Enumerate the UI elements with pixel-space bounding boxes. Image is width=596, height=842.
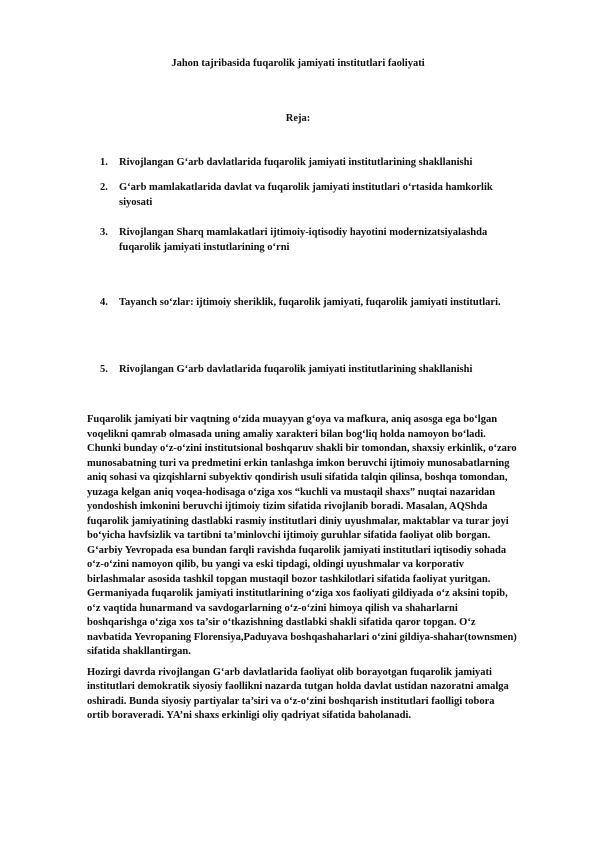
plan-item-5 <box>100 363 520 378</box>
paragraph-1: Fuqarolik jamiyati bir vaqtning o‘zida muayyan g‘oya va mafkura, aniq asosga ega bo‘lgan voqelikni qamrab olmasada uning amaliy xarakteri bilan bog‘liq holda namoyon bo‘ladi. Chunki bunday o‘z-o‘zini institutsional boshqaruv shakli bir tomondan, shaxsiy erkinlik, o‘zaro munosabatning turi va predmetini erkin tanlashga imkon beruvchi ijtimoiy munosabatlarning aniq sohasi va qizqishlarni subyektiv qondirish usuli sifatida talqin qilinsa, boshqa tomondan, yuzaga kelgan aniq voqea-hodisaga o‘ziga xos “kuchli va mustaqil shaxs” nuqtai nazaridan yondoshish imkonini beruvchi ijtimoiy tizim sifatida rivojlanib boradi. Masalan, AQShda fuqarolik jamiyatining dastlabki rasmiy institutlari diniy uyushmalar, maktablar va turar joyi bo‘yicha havfsizlik va tartibni ta’minlovchi ijtimoiy guruhlar sifatida faoliyat olib borgan. G‘arbiy Yevropada esa bundan farqli ravishda fuqarolik jamiyati institutlari iqtisodiy sohada o‘z-o‘zini namoyon qilib, bu yangi va eski tipdagi, oldingi uyushmalar va korporativ birlashmalar asosida tashkil topgan mustaqil bozor tashkilotlari sifatida faoliyat yuritgan. Germaniyada fuqarolik jamiyati institutlarining o‘ziga xos faoliyati gildiyada o‘z aksini topib, o‘z vaqtida hunarmand va savdogarlarning o‘z-o‘zini himoya qilish va shaharlarni boshqarishga o‘ziga xos ta’sir o‘tkazishning dastlabki shakli sifatida qaror topgan. O‘z navbatida Yevropaning Florensiya,Paduyava boshqashaharlari o‘zini gildiya-shahar(townsmen) sifatida shakllantirgan. <box>87 414 517 657</box>
plan-item-2 <box>100 181 520 210</box>
paragraph-2: Hozirgi davrda rivojlangan G‘arb davlatlarida faoliyat olib borayotgan fuqarolik jamiyati institutlari demokratik siyosiy faollikni nazarda tutgan holda davlat ustidan nazoratni amalga oshiradi. Bunda siyosiy partiyalar ta’siri va o‘z-o‘zini boshqarish institutlari faolligi tobora ortib boraveradi. YA’ni shaxs erkinligi oliy qadriyat sifatida baholanadi. <box>87 666 509 721</box>
plan-item-4 <box>100 296 520 311</box>
plan-item-text: Tayanch so‘zlar: ijtimoiy sheriklik, fuqarolik jamiyati, fuqarolik jamiyati institutlari. <box>119 297 501 308</box>
plan-item-number: 5. <box>100 364 108 375</box>
plan-item-1 <box>100 156 520 171</box>
plan-heading: Reja: <box>285 113 311 124</box>
plan-item-number: 1. <box>100 157 108 168</box>
plan-item-text: Rivojlangan G‘arb davlatlarida fuqarolik jamiyati institutlarining shakllanishi <box>119 157 473 168</box>
plan-item-number: 2. <box>100 182 108 193</box>
document-title: Jahon tajribasida fuqarolik jamiyati institutlari faoliyati <box>171 58 425 69</box>
plan-item-text: G‘arb mamlakatlarida davlat va fuqarolik jamiyati institutlari o‘rtasida hamkorlik siyosati <box>119 182 493 208</box>
body-text <box>87 413 517 730</box>
plan-item-text: Rivojlangan Sharq mamlakatlari ijtimoiy-iqtisodiy hayotini modernizatsiyalashda fuqarolik jamiyati instutlarining o‘rni <box>119 227 488 253</box>
plan-item-text: Rivojlangan G‘arb davlatlarida fuqarolik jamiyati institutlarining shakllanishi <box>119 364 473 375</box>
plan-item-number: 4. <box>100 297 108 308</box>
plan-item-number: 3. <box>100 227 108 238</box>
plan-item-3 <box>100 226 520 255</box>
